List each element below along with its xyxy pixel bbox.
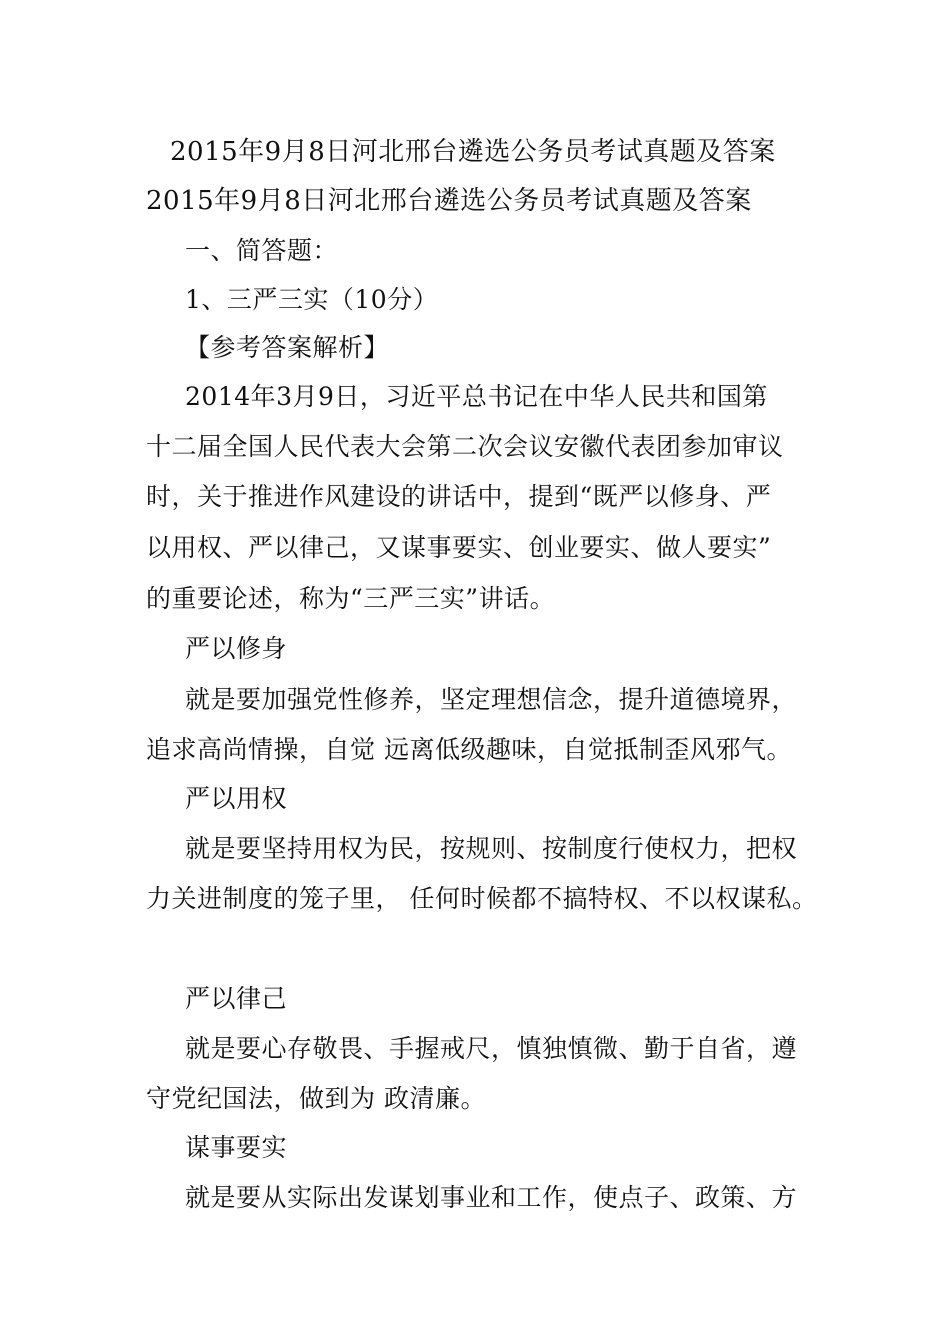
item-body-line: 就是要心存敬畏、手握戒尺，慎独慎微、勤于自省，遵: [185, 1034, 798, 1063]
item-title-yongquan: 严以用权: [185, 784, 288, 813]
intro-line: 十二届全国人民代表大会第二次会议安徽代表团参加审议: [146, 432, 784, 461]
item-body-line: 力关进制度的笼子里， 任何时候都不搞特权、不以权谋私。: [146, 884, 818, 913]
section-heading: 一、简答题：: [185, 236, 339, 265]
intro-line: 以用权、严以律己，又谋事要实、创业要实、做人要实”: [146, 533, 772, 562]
intro-line: 2014年3月9日，习近平总书记在中华人民共和国第: [185, 382, 768, 411]
intro-line: 的重要论述，称为“三严三实”讲话。: [146, 584, 556, 613]
item-body-line: 就是要坚持用权为民，按规则、按制度行使权力，把权: [185, 834, 798, 863]
answer-heading: 【参考答案解析】: [185, 333, 390, 362]
item-body-line: 就是要从实际出发谋划事业和工作，使点子、政策、方: [185, 1183, 798, 1212]
question-1: 1、三严三实（10分）: [185, 285, 439, 314]
item-title-lvji: 严以律己: [185, 984, 288, 1013]
item-body-line: 就是要加强党性修养，坚定理想信念，提升道德境界，: [185, 685, 798, 714]
item-body-line: 追求高尚情操，自觉 远离低级趣味，自觉抵制歪风邪气。: [146, 735, 792, 764]
item-body-line: 守党纪国法，做到为 政清廉。: [146, 1084, 486, 1113]
item-title-xiushen: 严以修身: [185, 634, 288, 663]
document-title-2: 2015年9月8日河北邢台遴选公务员考试真题及答案: [146, 186, 752, 216]
intro-line: 时，关于推进作风建设的讲话中，提到“既严以修身、严: [146, 482, 772, 511]
document-title-1: 2015年9月8日河北邢台遴选公务员考试真题及答案: [170, 137, 776, 167]
item-title-moushi: 谋事要实: [185, 1133, 288, 1162]
